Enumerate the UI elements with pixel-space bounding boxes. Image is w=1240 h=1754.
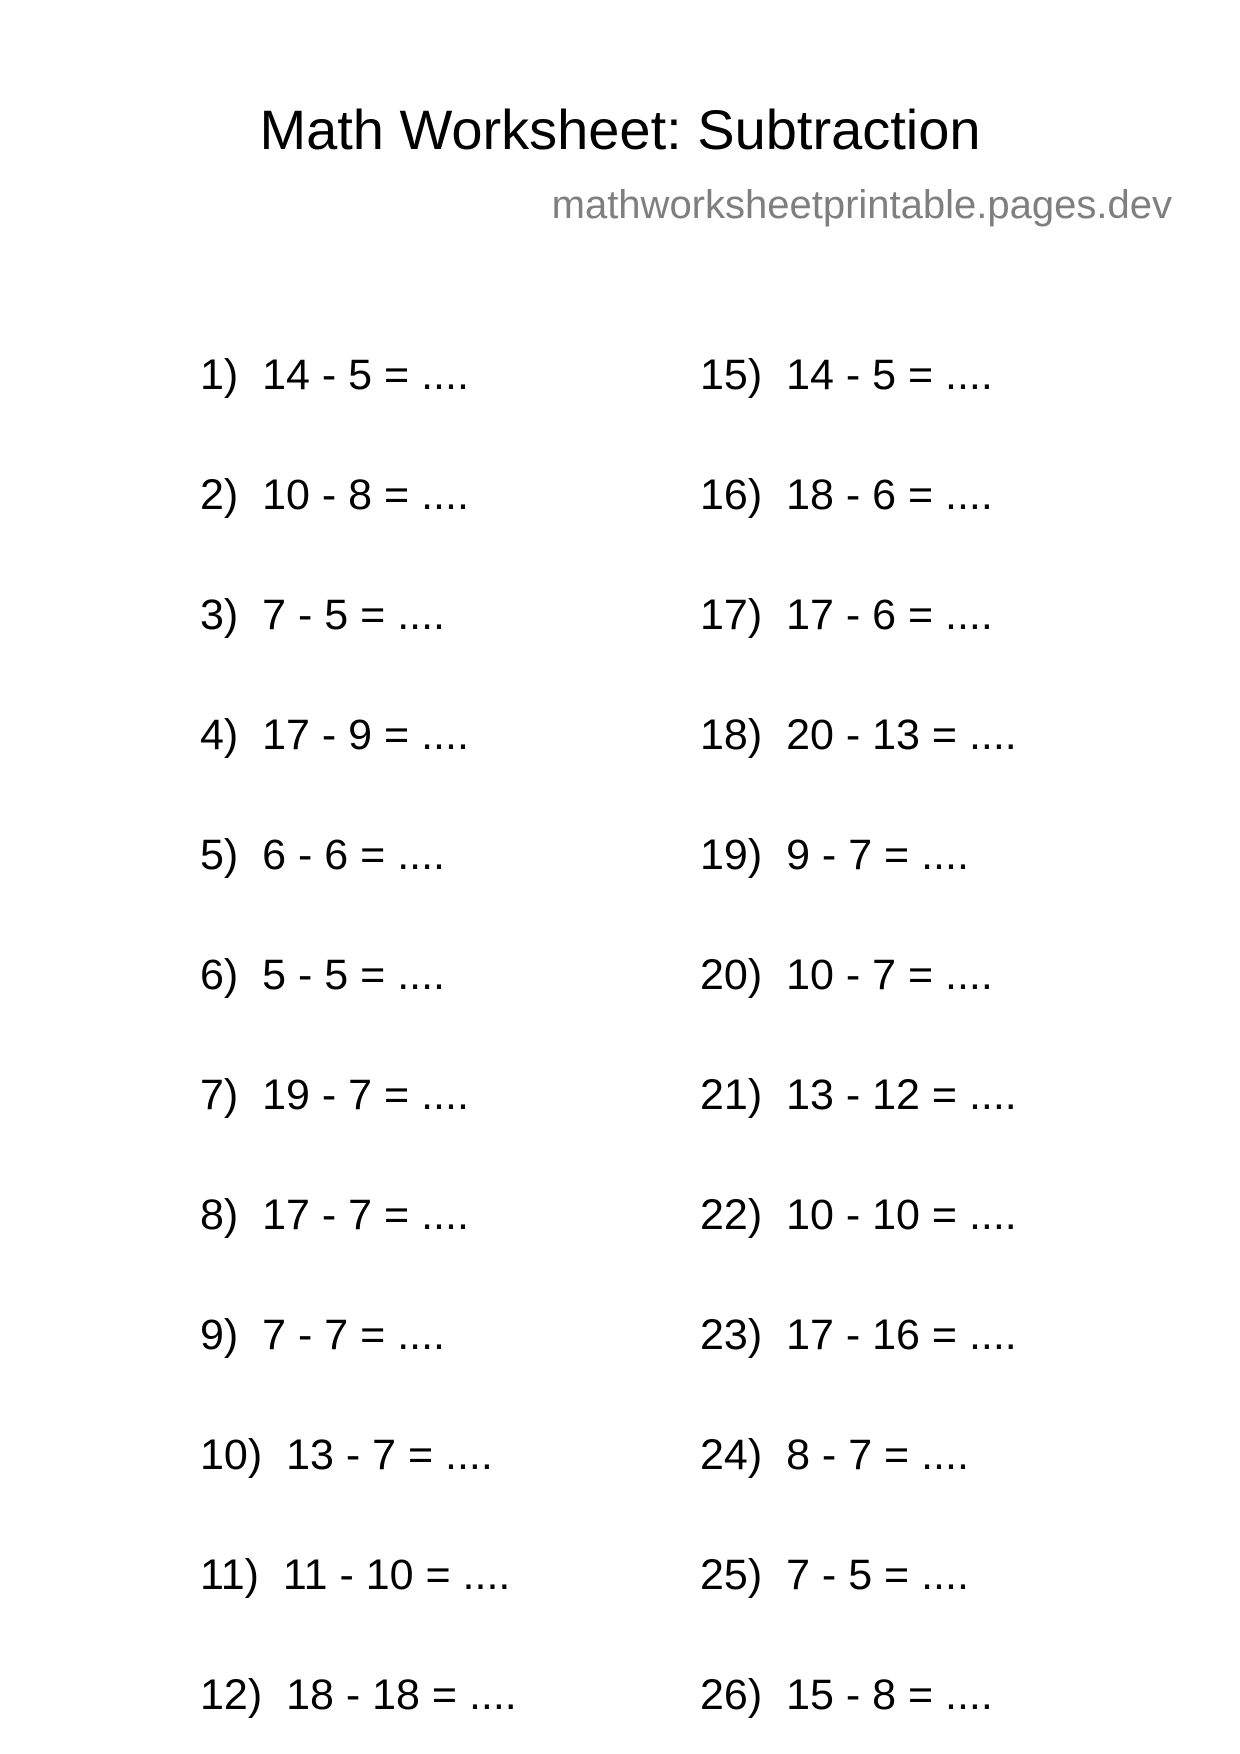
problem-item: [200, 710, 469, 760]
problem-item: [700, 1310, 1017, 1360]
problem-item: [700, 830, 969, 880]
page-title: Math Worksheet: Subtraction: [259, 98, 981, 161]
problem-item: [700, 1070, 1017, 1120]
problem-item: [200, 590, 445, 640]
problem-expression: 7 - 7 = ....: [262, 1311, 445, 1359]
problem-expression: 19 - 7 = ....: [262, 1071, 469, 1119]
problem-item: [700, 590, 993, 640]
problem-number: 15): [700, 351, 763, 399]
problem-expression: 17 - 7 = ....: [262, 1191, 469, 1239]
problem-item: [200, 1190, 469, 1240]
problem-item: [700, 950, 993, 1000]
problem-number: 3): [200, 591, 239, 639]
problem-number: 7): [200, 1071, 239, 1119]
problem-number: 21): [700, 1071, 763, 1119]
problem-number: 17): [700, 591, 763, 639]
problem-item: [700, 1670, 993, 1720]
problem-item: [700, 1550, 969, 1600]
problem-expression: 7 - 5 = ....: [786, 1551, 969, 1599]
problem-item: [200, 1310, 445, 1360]
problem-expression: 15 - 8 = ....: [786, 1671, 993, 1719]
problem-item: [200, 470, 469, 520]
problem-expression: 10 - 7 = ....: [786, 951, 993, 999]
problem-number: 19): [700, 831, 763, 879]
problem-number: 20): [700, 951, 763, 999]
problem-number: 10): [200, 1431, 263, 1479]
problem-item: [700, 710, 1017, 760]
problem-expression: 13 - 12 = ....: [786, 1071, 1017, 1119]
problem-item: [700, 1190, 1017, 1240]
problem-number: 12): [200, 1671, 263, 1719]
problem-number: 23): [700, 1311, 763, 1359]
problem-number: 4): [200, 711, 239, 759]
problem-number: 22): [700, 1191, 763, 1239]
problem-expression: 10 - 8 = ....: [262, 471, 469, 519]
problem-number: 26): [700, 1671, 763, 1719]
problem-number: 8): [200, 1191, 239, 1239]
problem-item: [700, 1430, 969, 1480]
problem-expression: 17 - 9 = ....: [262, 711, 469, 759]
problem-number: 11): [200, 1551, 259, 1599]
problem-item: [700, 350, 993, 400]
problem-expression: 14 - 5 = ....: [262, 351, 469, 399]
problem-expression: 8 - 7 = ....: [786, 1431, 969, 1479]
problem-number: 1): [200, 351, 239, 399]
problem-number: 16): [700, 471, 763, 519]
problem-item: [200, 1070, 469, 1120]
problem-number: 9): [200, 1311, 239, 1359]
problem-expression: 9 - 7 = ....: [786, 831, 969, 879]
problem-item: [200, 1430, 493, 1480]
problem-expression: 5 - 5 = ....: [262, 951, 445, 999]
problem-number: 25): [700, 1551, 763, 1599]
problem-item: [200, 1550, 510, 1600]
problem-number: 24): [700, 1431, 763, 1479]
problem-number: 6): [200, 951, 239, 999]
problem-expression: 18 - 6 = ....: [786, 471, 993, 519]
problem-expression: 18 - 18 = ....: [286, 1671, 517, 1719]
problem-expression: 20 - 13 = ....: [786, 711, 1017, 759]
problem-item: [200, 1670, 517, 1720]
problem-item: [200, 950, 445, 1000]
problem-number: 18): [700, 711, 763, 759]
problem-item: [200, 350, 469, 400]
problem-expression: 11 - 10 = ....: [282, 1551, 511, 1599]
problem-expression: 17 - 16 = ....: [786, 1311, 1017, 1359]
problem-expression: 7 - 5 = ....: [262, 591, 445, 639]
problem-expression: 10 - 10 = ....: [786, 1191, 1017, 1239]
problem-number: 5): [200, 831, 239, 879]
website-url: mathworksheetprintable.pages.dev: [551, 183, 1172, 227]
problem-item: [700, 470, 993, 520]
problem-expression: 6 - 6 = ....: [262, 831, 445, 879]
problem-expression: 17 - 6 = ....: [786, 591, 993, 639]
problem-expression: 13 - 7 = ....: [286, 1431, 493, 1479]
problem-item: [200, 830, 445, 880]
problem-number: 2): [200, 471, 239, 519]
problem-expression: 14 - 5 = ....: [786, 351, 993, 399]
